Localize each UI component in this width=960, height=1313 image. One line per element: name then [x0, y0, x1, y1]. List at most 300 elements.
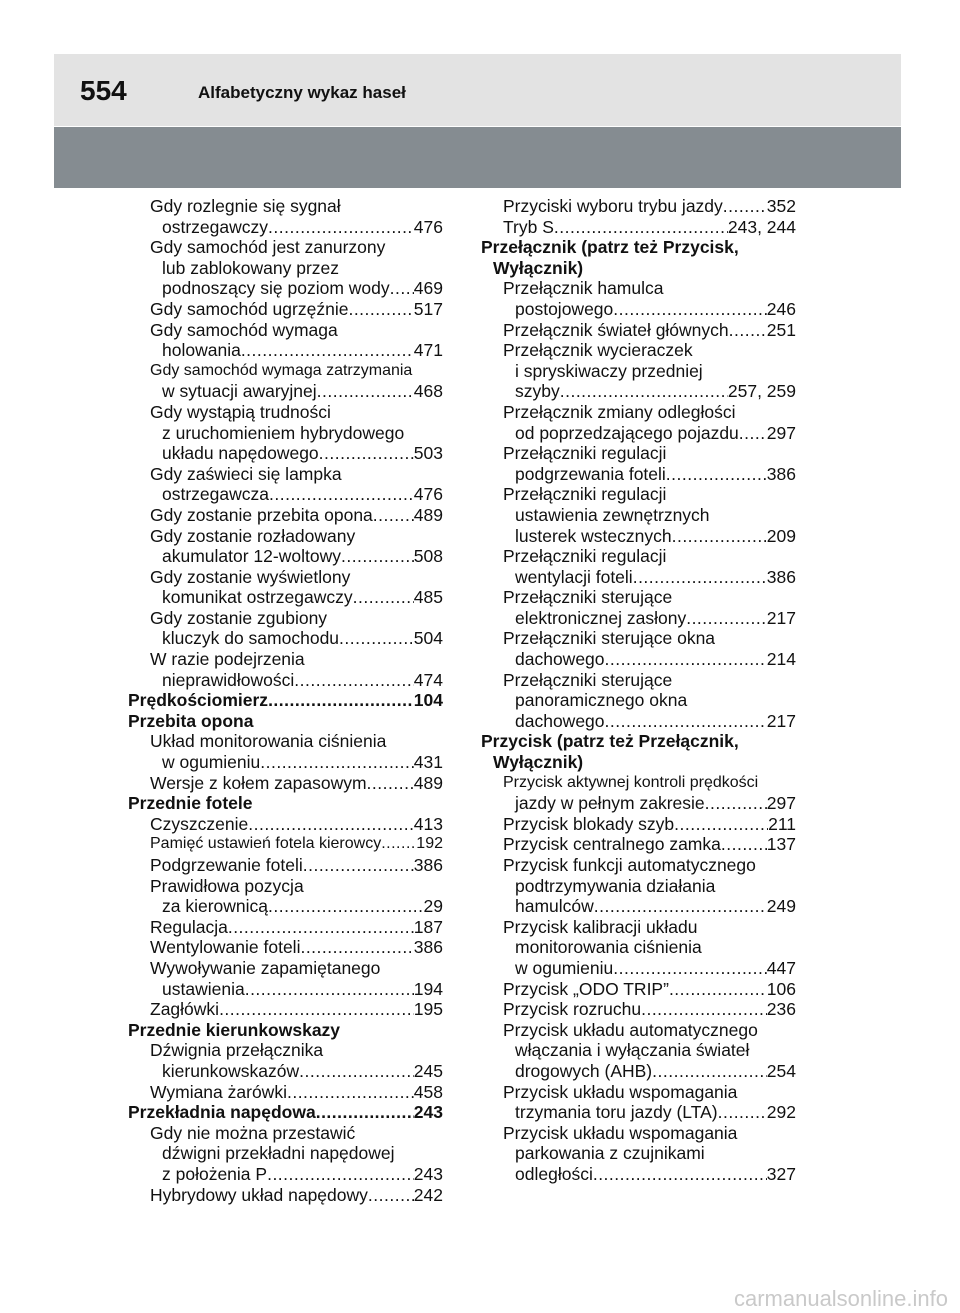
- index-entry: [128, 649, 443, 670]
- entry-text: Przycisk blokady szyb: [503, 813, 675, 834]
- dot-leader: [245, 979, 414, 1000]
- dot-leader: [723, 196, 767, 217]
- index-entry: [481, 402, 796, 423]
- index-entry: [481, 258, 796, 279]
- entry-text: Przednie fotele: [128, 793, 253, 814]
- index-entry: [481, 628, 796, 649]
- dot-leader: [341, 546, 414, 567]
- entry-text: Gdy nie można przestawić: [150, 1122, 356, 1143]
- entry-text: Wymiana żarówki: [150, 1081, 287, 1102]
- page-ref: 292: [766, 1102, 796, 1123]
- dot-leader: [666, 464, 767, 485]
- index-entry: [481, 505, 796, 526]
- dot-leader: [739, 423, 767, 444]
- index-entry: [128, 505, 443, 526]
- entry-text: Gdy zostanie wyświetlony: [150, 566, 351, 587]
- dot-leader: [672, 526, 767, 547]
- entry-text: podnoszący się poziom wody: [162, 278, 390, 299]
- entry-text: w ogumieniu: [162, 752, 261, 773]
- entry-text: Tryb S: [503, 216, 554, 237]
- entry-text: dachowego: [515, 710, 605, 731]
- index-column-left: [128, 196, 443, 1205]
- header-bar: [54, 54, 901, 126]
- index-entry: [481, 752, 796, 773]
- index-entry: [481, 1082, 796, 1103]
- dot-leader: [317, 381, 414, 402]
- page-ref: 104: [413, 690, 443, 711]
- index-entry: [128, 423, 443, 444]
- dot-leader: [373, 505, 414, 526]
- entry-text: Dźwignia przełącznika: [150, 1040, 324, 1061]
- index-entry: [481, 320, 796, 341]
- index-entry: [128, 628, 443, 649]
- entry-text: Układ monitorowania ciśnienia: [150, 731, 387, 752]
- index-entry: [128, 608, 443, 629]
- dot-leader: [219, 999, 414, 1020]
- dot-leader: [294, 670, 414, 691]
- dot-leader: [248, 814, 414, 835]
- entry-text: Gdy zostanie zgubiony: [150, 607, 328, 628]
- page-ref: 257, 259: [727, 381, 796, 402]
- index-entry: [128, 340, 443, 361]
- index-entry: [128, 196, 443, 217]
- page-ref: 458: [413, 1081, 443, 1102]
- index-entry: [481, 896, 796, 917]
- index-entry: [481, 546, 796, 567]
- dot-leader: [268, 896, 424, 917]
- index-entry: [481, 793, 796, 814]
- index-entry: [128, 1082, 443, 1103]
- entry-text: w sytuacji awaryjnej: [162, 381, 317, 402]
- entry-text: Wywoływanie zapamiętanego: [150, 957, 381, 978]
- dot-leader: [287, 1082, 414, 1103]
- page-ref: 297: [766, 422, 796, 443]
- index-entry: [128, 1020, 443, 1041]
- dot-leader: [593, 1164, 767, 1185]
- index-entry: [128, 237, 443, 258]
- index-entry: [481, 1123, 796, 1144]
- entry-text: Wentylowanie foteli: [150, 937, 301, 958]
- page-ref: 517: [413, 298, 443, 319]
- entry-text: Gdy rozlegnie się sygnał: [150, 196, 341, 216]
- dot-leader: [594, 896, 767, 917]
- page-ref: 386: [766, 463, 796, 484]
- entry-text: Hybrydowy układ napędowy: [150, 1184, 368, 1205]
- entry-text: odległości: [515, 1163, 593, 1184]
- index-entry: [481, 814, 796, 835]
- entry-text: Przełączniki regulacji: [503, 546, 667, 567]
- page-ref: 254: [766, 1060, 796, 1081]
- entry-text: Przednie kierunkowskazy: [128, 1019, 341, 1040]
- page-ref: 249: [766, 896, 796, 917]
- index-entry: [128, 278, 443, 299]
- page-ref: 469: [413, 278, 443, 299]
- index-entry: [128, 876, 443, 897]
- index-entry: [481, 608, 796, 629]
- entry-text: Przebita opona: [128, 710, 254, 731]
- page-ref: 485: [413, 587, 443, 608]
- entry-text: Regulacja: [150, 916, 228, 937]
- index-entry: [128, 937, 443, 958]
- entry-text: Przełączniki sterujące okna: [503, 628, 716, 649]
- index-entry: [128, 464, 443, 485]
- entry-text: Podgrzewanie foteli: [150, 855, 303, 875]
- dot-leader: [633, 567, 767, 588]
- dot-leader: [268, 690, 414, 711]
- index-entry: [481, 299, 796, 320]
- entry-text: lub zablokowany przez: [162, 257, 340, 278]
- entry-text: holowania: [162, 340, 241, 361]
- page-ref: 243, 244: [727, 216, 796, 237]
- dot-leader: [367, 773, 414, 794]
- entry-text: ustawienia zewnętrznych: [515, 504, 710, 525]
- page-ref: 29: [423, 896, 443, 917]
- index-entry: [481, 937, 796, 958]
- entry-text: Przycisk rozruchu: [503, 999, 642, 1020]
- index-entry: [481, 958, 796, 979]
- index-entry: [481, 340, 796, 361]
- page-ref: 251: [766, 319, 796, 340]
- page-ref: 352: [766, 196, 796, 216]
- index-entry: [481, 237, 796, 258]
- dot-leader: [368, 1185, 414, 1206]
- dot-leader: [316, 1102, 414, 1123]
- entry-text: Gdy zostanie przebita opona: [150, 504, 373, 525]
- entry-text: ostrzegawczy: [162, 216, 269, 237]
- entry-text: Pamięć ustawień fotela kierowcy: [150, 835, 382, 853]
- entry-text: trzymania toru jazdy (LTA): [515, 1102, 718, 1123]
- index-entry: [481, 1020, 796, 1041]
- page-ref: 413: [413, 813, 443, 834]
- page-ref: 447: [766, 957, 796, 978]
- entry-text: ostrzegawcza: [162, 484, 269, 505]
- dot-leader: [686, 608, 767, 629]
- entry-text: Przyciski wyboru trybu jazdy: [503, 196, 723, 216]
- dot-leader: [605, 711, 767, 732]
- entry-text: Przełącznik (patrz też Przycisk,: [481, 237, 739, 258]
- page-ref: 504: [413, 628, 443, 649]
- index-entry: [128, 999, 443, 1020]
- entry-text: dźwigni przekładni napędowej: [162, 1143, 395, 1164]
- entry-text: Gdy wystąpią trudności: [150, 401, 331, 422]
- index-entry: [128, 546, 443, 567]
- index-entry: [481, 979, 796, 1000]
- dot-leader: [669, 979, 767, 1000]
- page-ref: 211: [768, 813, 796, 834]
- dot-leader: [241, 340, 414, 361]
- entry-text: elektronicznej zasłony: [515, 607, 687, 628]
- page-ref: 106: [766, 978, 796, 999]
- entry-text: Wyłącznik): [493, 752, 584, 773]
- page-ref: 137: [766, 834, 796, 855]
- index-entry: [481, 711, 796, 732]
- entry-text: podgrzewania foteli: [515, 463, 666, 484]
- dot-leader: [267, 1164, 414, 1185]
- page-ref: 431: [413, 752, 443, 773]
- index-entry: [128, 1164, 443, 1185]
- page-ref: 476: [413, 216, 443, 237]
- index-entry: [128, 855, 443, 876]
- entry-text: postojowego: [515, 298, 614, 319]
- entry-text: lusterek wstecznych: [515, 525, 672, 546]
- index-entry: [481, 1143, 796, 1164]
- dot-leader: [303, 855, 414, 876]
- dot-leader: [348, 299, 413, 320]
- index-entry: [481, 1102, 796, 1123]
- index-entry: [128, 1143, 443, 1164]
- entry-text: Gdy zostanie rozładowany: [150, 525, 356, 546]
- entry-text: w ogumieniu: [515, 957, 614, 978]
- dot-leader: [613, 958, 767, 979]
- page-ref: 243: [413, 1102, 443, 1123]
- dot-leader: [269, 484, 414, 505]
- index-entry: [128, 773, 443, 794]
- index-entry: [128, 361, 443, 382]
- page-ref: 187: [413, 916, 443, 937]
- index-entry: [481, 381, 796, 402]
- entry-text: Zagłówki: [150, 999, 220, 1020]
- entry-text: dachowego: [515, 649, 605, 670]
- entry-text: Prawidłowa pozycja: [150, 875, 304, 896]
- page-ref: 217: [766, 710, 796, 731]
- dot-leader: [228, 917, 414, 938]
- entry-text: Przełączniki regulacji: [503, 443, 667, 464]
- index-entry: [128, 1123, 443, 1144]
- index-entry: [481, 1164, 796, 1185]
- index-entry: [128, 1040, 443, 1061]
- dot-leader: [353, 587, 414, 608]
- entry-text: Prędkościomierz: [128, 690, 269, 711]
- dot-leader: [260, 752, 414, 773]
- page-ref: 245: [413, 1060, 443, 1081]
- dot-leader: [721, 834, 767, 855]
- index-entry: [128, 690, 443, 711]
- entry-text: W razie podejrzenia: [150, 649, 305, 670]
- page-ref: 194: [413, 978, 443, 999]
- entry-text: z położenia P: [162, 1163, 268, 1184]
- entry-text: Przełącznik świateł głównych: [503, 319, 729, 340]
- entry-text: Wersje z kołem zapasowym: [150, 772, 367, 793]
- running-title: Alfabetyczny wykaz haseł: [198, 83, 406, 102]
- index-entry: [128, 299, 443, 320]
- entry-text: panoramicznego okna: [515, 690, 688, 711]
- entry-text: układu napędowego: [162, 443, 319, 464]
- page-ref: 243: [413, 1163, 443, 1184]
- entry-text: Przełącznik zmiany odległości: [503, 401, 736, 422]
- index-entry: [128, 1061, 443, 1082]
- entry-text: Przycisk funkcji automatycznego: [503, 855, 756, 875]
- entry-text: Przełączniki sterujące: [503, 587, 673, 608]
- page-ref: 474: [413, 669, 443, 690]
- dot-leader: [300, 937, 413, 958]
- entry-text: nieprawidłowości: [162, 669, 295, 690]
- dot-leader: [268, 217, 414, 238]
- entry-text: Przycisk układu wspomagania: [503, 1122, 738, 1143]
- page-ref: 468: [413, 381, 443, 402]
- index-entry: [128, 711, 443, 732]
- entry-text: drogowych (AHB): [515, 1060, 653, 1081]
- index-entry: [481, 423, 796, 444]
- index-entry: [128, 752, 443, 773]
- index-entry: [481, 443, 796, 464]
- index-entry: [481, 278, 796, 299]
- dot-leader: [641, 999, 767, 1020]
- entry-text: Przekładnia napędowa: [128, 1102, 316, 1123]
- entry-text: akumulator 12-woltowy: [162, 546, 341, 567]
- page-number: 554: [80, 75, 127, 106]
- dot-leader: [674, 814, 768, 835]
- index-entry: [481, 196, 796, 217]
- index-entry: [128, 402, 443, 423]
- index-entry: [128, 526, 443, 547]
- index-entry: [128, 814, 443, 835]
- index-entry: [128, 979, 443, 1000]
- page-ref: 503: [413, 443, 443, 464]
- page-ref: 297: [766, 793, 796, 814]
- index-entry: [128, 258, 443, 279]
- index-entry: [481, 670, 796, 691]
- index-entry: [128, 917, 443, 938]
- index-entry: [128, 793, 443, 814]
- entry-text: Gdy samochód ugrzęźnie: [150, 298, 349, 319]
- index-entry: [481, 526, 796, 547]
- entry-text: i spryskiwaczy przedniej: [515, 360, 703, 381]
- index-entry: [481, 567, 796, 588]
- entry-text: monitorowania ciśnienia: [515, 937, 702, 958]
- index-entry: [128, 381, 443, 402]
- index-entry: [128, 587, 443, 608]
- entry-text: jazdy w pełnym zakresie: [515, 793, 705, 814]
- entry-text: Przełączniki regulacji: [503, 484, 667, 505]
- dot-leader: [560, 381, 728, 402]
- index-entry: [128, 567, 443, 588]
- index-entry: [481, 834, 796, 855]
- index-column-right: [481, 196, 796, 1185]
- page-ref: 471: [413, 340, 443, 361]
- index-entry: [481, 587, 796, 608]
- index-entry: [481, 1040, 796, 1061]
- index-entry: [128, 958, 443, 979]
- entry-text: Przycisk centralnego zamka: [503, 834, 721, 855]
- watermark-text: carmanualsonline.info: [733, 1286, 948, 1311]
- page-ref: 236: [766, 999, 796, 1020]
- index-entry: [481, 1061, 796, 1082]
- dot-leader: [381, 834, 416, 855]
- entry-text: za kierownicą: [162, 896, 269, 917]
- entry-text: Gdy zaświeci się lampka: [150, 463, 342, 484]
- page-ref: 476: [413, 484, 443, 505]
- entry-text: Przycisk aktywnej kontroli prędkości: [503, 773, 759, 791]
- entry-text: Przycisk układu wspomagania: [503, 1081, 738, 1102]
- dot-leader: [605, 649, 767, 670]
- index-entry: [481, 855, 796, 876]
- page-ref: 192: [416, 835, 443, 853]
- entry-text: Przycisk kalibracji układu: [503, 916, 698, 937]
- page-ref: 489: [413, 504, 443, 525]
- dot-leader: [390, 278, 414, 299]
- dot-leader: [319, 443, 414, 464]
- page-ref: 246: [766, 298, 796, 319]
- dot-leader: [339, 628, 414, 649]
- dot-leader: [729, 320, 767, 341]
- index-entry: [481, 464, 796, 485]
- entry-text: od poprzedzającego pojazdu: [515, 422, 739, 443]
- index-entry: [481, 773, 796, 794]
- page-ref: 214: [766, 649, 796, 670]
- page-ref: 386: [766, 566, 796, 587]
- dot-leader: [705, 793, 767, 814]
- page-ref: 489: [413, 772, 443, 793]
- entry-text: Gdy samochód wymaga: [150, 319, 338, 340]
- index-entry: [481, 649, 796, 670]
- entry-text: Gdy samochód jest zanurzony: [150, 237, 386, 258]
- index-entry: [128, 1102, 443, 1123]
- entry-text: ustawienia: [162, 978, 245, 999]
- index-entry: [128, 484, 443, 505]
- entry-text: Przycisk układu automatycznego: [503, 1019, 758, 1040]
- index-entry: [128, 217, 443, 238]
- index-entry: [481, 361, 796, 382]
- entry-text: szyby: [515, 381, 560, 402]
- index-entry: [128, 670, 443, 691]
- entry-text: Przełącznik wycieraczek: [503, 340, 693, 361]
- index-entry: [128, 320, 443, 341]
- index-entry: [128, 1185, 443, 1206]
- entry-text: parkowania z czujnikami: [515, 1143, 705, 1164]
- index-entry: [128, 896, 443, 917]
- entry-text: kluczyk do samochodu: [162, 628, 340, 649]
- dot-leader: [554, 217, 728, 238]
- index-entry: [481, 876, 796, 897]
- entry-text: Wyłącznik): [493, 257, 584, 278]
- entry-text: kierunkowskazów: [162, 1060, 300, 1081]
- dot-leader: [652, 1061, 767, 1082]
- page-ref: 195: [413, 999, 443, 1020]
- entry-text: Przycisk „ODO TRIP”: [503, 978, 669, 999]
- dot-leader: [299, 1061, 414, 1082]
- index-entry: [128, 834, 443, 855]
- entry-text: Przełącznik hamulca: [503, 278, 664, 299]
- index-entry: [481, 690, 796, 711]
- page-ref: 386: [413, 855, 443, 875]
- entry-text: Przycisk (patrz też Przełącznik,: [481, 731, 739, 752]
- entry-text: Gdy samochód wymaga zatrzymania: [150, 361, 413, 379]
- page-ref: 242: [413, 1184, 443, 1205]
- index-entry: [128, 731, 443, 752]
- index-entry: [481, 999, 796, 1020]
- entry-text: hamulców: [515, 896, 594, 917]
- entry-text: Przełączniki sterujące: [503, 669, 673, 690]
- dot-leader: [613, 299, 767, 320]
- page-ref: 327: [766, 1163, 796, 1184]
- index-entry: [481, 731, 796, 752]
- page-ref: 508: [413, 546, 443, 567]
- page-ref: 209: [766, 525, 796, 546]
- index-entry: [481, 217, 796, 238]
- entry-text: podtrzymywania działania: [515, 875, 716, 896]
- page-ref: 386: [413, 937, 443, 958]
- page-ref: 217: [766, 607, 796, 628]
- dot-leader: [718, 1102, 767, 1123]
- entry-text: z uruchomieniem hybrydowego: [162, 422, 405, 443]
- entry-text: Czyszczenie: [150, 813, 249, 834]
- index-entry: [128, 443, 443, 464]
- header-band: [54, 127, 901, 188]
- entry-text: wentylacji foteli: [515, 566, 633, 587]
- index-entry: [481, 484, 796, 505]
- index-entry: [481, 917, 796, 938]
- entry-text: komunikat ostrzegawczy: [162, 587, 353, 608]
